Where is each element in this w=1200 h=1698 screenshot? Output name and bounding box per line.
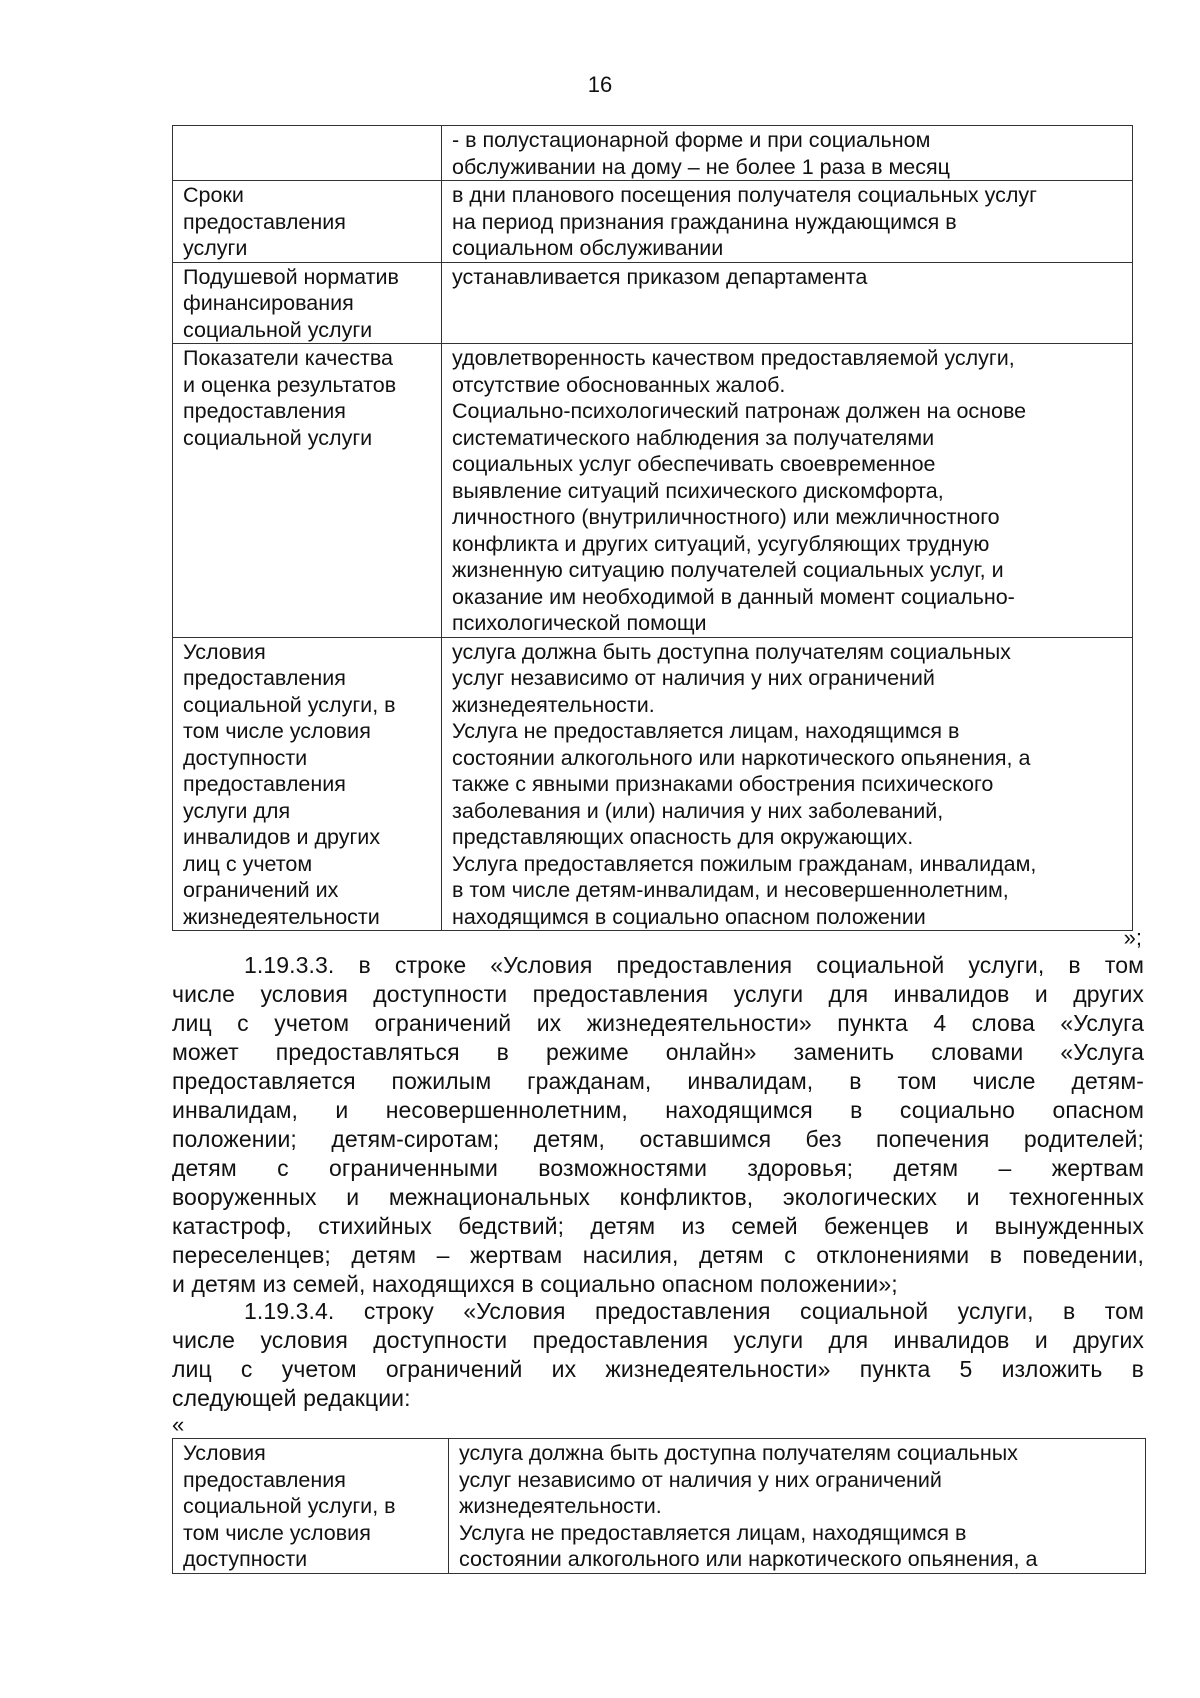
cell-line: ограничений их xyxy=(183,878,339,902)
closing-quote: »; xyxy=(1123,925,1142,950)
cell-line: предоставления xyxy=(183,209,346,234)
service-table-body xyxy=(173,126,1133,931)
paragraph-line: 1.19.3.3. в строке «Условия предоставления социальной услуги, в том xyxy=(244,952,1144,978)
cell-line: - в полустационарной форме и при социальном xyxy=(452,128,931,152)
cell-line: устанавливается приказом департамента xyxy=(452,264,868,289)
cell-line: предоставления xyxy=(183,1467,346,1492)
paragraph-line: лиц с учетом ограничений их жизнедеятельности» пункта 5 изложить в xyxy=(172,1356,1144,1382)
row-label-cell xyxy=(173,181,442,263)
cell-line: личностного (внутриличностного) или межличностного xyxy=(452,505,1000,529)
cell-line: социальном обслуживании xyxy=(452,236,724,260)
cell-line: социальной услуги, в xyxy=(183,692,396,717)
paragraph-line: положении; детям-сиротам; детям, оставшимся без попечения родителей; xyxy=(172,1126,1144,1152)
row-label-cell xyxy=(173,637,442,931)
opening-quote: « xyxy=(172,1412,185,1437)
paragraph-line: детям с ограниченными возможностями здоровья; детям – жертвам xyxy=(172,1155,1144,1181)
cell-line: предоставления xyxy=(183,399,346,423)
cell-line: Услуга не предоставляется лицам, находящимся в xyxy=(452,719,960,743)
cell-line: систематического наблюдения за получателями xyxy=(452,425,935,450)
cell-line: жизнедеятельности. xyxy=(459,1494,662,1518)
cell-line: Сроки xyxy=(183,183,244,207)
cell-line: Услуга предоставляется пожилым гражданам, инвалидам, xyxy=(452,851,1037,876)
cell-line: на период признания гражданина нуждающимся в xyxy=(452,209,957,234)
row-label-cell xyxy=(173,262,442,344)
cell-line: находящимся в социально опасном положении xyxy=(452,904,926,929)
table-row xyxy=(173,126,1133,181)
page-number: 16 xyxy=(587,72,613,97)
cell-line: предоставления xyxy=(183,666,346,690)
paragraph-line: предоставляется пожилым гражданам, инвалидам, в том числе детям- xyxy=(172,1068,1144,1094)
table-row xyxy=(173,1439,1146,1574)
cell-line: социальной услуги xyxy=(183,317,373,342)
cell-line: услуга должна быть доступна получателям социальных xyxy=(459,1441,1018,1465)
cell-line: жизненную ситуацию получателей социальных услуг, и xyxy=(452,558,1004,582)
cell-line: услуги для xyxy=(183,798,291,823)
cell-line: услуги xyxy=(183,236,248,260)
cell-line: состоянии алкогольного или наркотического опьянения, а xyxy=(452,745,1031,770)
row-label-cell xyxy=(173,1439,449,1574)
cell-line: доступности xyxy=(183,1547,308,1571)
cell-line: в том числе детям-инвалидам, и несовершеннолетним, xyxy=(452,878,1009,902)
table-row xyxy=(173,181,1133,263)
cell-line: социальной услуги xyxy=(183,425,373,450)
cell-line: жизнедеятельности. xyxy=(452,692,655,717)
paragraph-line: инвалидам, и несовершеннолетним, находящимся в социально опасном xyxy=(172,1097,1144,1123)
row-content-cell xyxy=(442,126,1133,181)
cell-line: представляющих опасность для окружающих. xyxy=(452,825,914,849)
row-content-cell xyxy=(442,262,1133,344)
cell-line: Подушевой норматив xyxy=(183,264,399,289)
cell-line: том числе условия xyxy=(183,1520,371,1545)
paragraph-line: и детям из семей, находящихся в социально опасном положении»; xyxy=(172,1271,898,1297)
amendment-paragraph-1 xyxy=(172,951,1144,1299)
cell-line: Услуга не предоставляется лицам, находящимся в xyxy=(459,1520,967,1545)
cell-line: лиц с учетом xyxy=(183,851,313,876)
paragraph-line: вооруженных и межнациональных конфликтов, экологических и техногенных xyxy=(172,1184,1144,1210)
amendment-paragraph-2 xyxy=(172,1297,1144,1413)
cell-line: Условия xyxy=(183,1441,266,1465)
cell-line: услуга должна быть доступна получателям социальных xyxy=(452,639,1011,664)
replacement-table-body xyxy=(173,1439,1146,1574)
paragraph-line: 1.19.3.4. строку «Условия предоставления социальной услуги, в том xyxy=(244,1298,1144,1324)
cell-line: заболевания и (или) наличия у них заболеваний, xyxy=(452,798,944,823)
cell-line: в дни планового посещения получателя социальных услуг xyxy=(452,183,1037,207)
paragraph-line: катастроф, стихийных бедствий; детям из семей беженцев и вынужденных xyxy=(172,1213,1144,1239)
paragraph-line: может предоставляться в режиме онлайн» заменить словами «Услуга xyxy=(172,1039,1144,1065)
cell-line: предоставления xyxy=(183,772,346,796)
row-label-cell xyxy=(173,344,442,638)
cell-line: услуг независимо от наличия у них ограничений xyxy=(459,1467,942,1492)
cell-line: Условия xyxy=(183,639,266,664)
table-row xyxy=(173,262,1133,344)
replacement-table xyxy=(172,1438,1146,1574)
cell-line: том числе условия xyxy=(183,719,371,743)
paragraph-line: следующей редакции: xyxy=(172,1385,411,1411)
cell-line: услуг независимо от наличия у них ограничений xyxy=(452,666,935,690)
row-content-cell xyxy=(442,637,1133,931)
cell-line: доступности xyxy=(183,745,308,770)
cell-line: и оценка результатов xyxy=(183,372,397,397)
cell-line: конфликта и других ситуаций, усугубляющих трудную xyxy=(452,531,990,556)
cell-line: социальных услуг обеспечивать своевременное xyxy=(452,452,936,476)
paragraph-line: числе условия доступности предоставления услуги для инвалидов и других xyxy=(172,981,1144,1007)
cell-line: финансирования xyxy=(183,291,354,315)
cell-line: психологической помощи xyxy=(452,611,707,635)
paragraph-line: переселенцев; детям – жертвам насилия, детям с отклонениями в поведении, xyxy=(172,1242,1144,1268)
table-row xyxy=(173,344,1133,638)
cell-line: жизнедеятельности xyxy=(183,904,380,929)
cell-line: социальной услуги, в xyxy=(183,1494,396,1518)
cell-line: Показатели качества xyxy=(183,346,393,370)
cell-line: Социально-психологический патронаж должен на основе xyxy=(452,399,1027,423)
service-table xyxy=(172,125,1133,931)
cell-line: отсутствие обоснованных жалоб. xyxy=(452,372,786,397)
row-content-cell xyxy=(449,1439,1146,1574)
cell-line: выявление ситуаций психического дискомфорта, xyxy=(452,478,944,503)
cell-line: удовлетворенность качеством предоставляемой услуги, xyxy=(452,346,1015,370)
cell-line: обслуживании на дому – не более 1 раза в месяц xyxy=(452,154,950,179)
row-content-cell xyxy=(442,181,1133,263)
cell-line: инвалидов и других xyxy=(183,825,381,849)
cell-line: состоянии алкогольного или наркотического опьянения, а xyxy=(459,1547,1038,1571)
cell-line: оказание им необходимой в данный момент социально- xyxy=(452,584,1015,609)
paragraph-line: числе условия доступности предоставления услуги для инвалидов и других xyxy=(172,1327,1144,1353)
paragraph-line: лиц с учетом ограничений их жизнедеятельности» пункта 4 слова «Услуга xyxy=(172,1010,1144,1036)
cell-line: также с явными признаками обострения психического xyxy=(452,772,994,796)
row-label-cell xyxy=(173,126,442,181)
table-row xyxy=(173,637,1133,931)
row-content-cell xyxy=(442,344,1133,638)
